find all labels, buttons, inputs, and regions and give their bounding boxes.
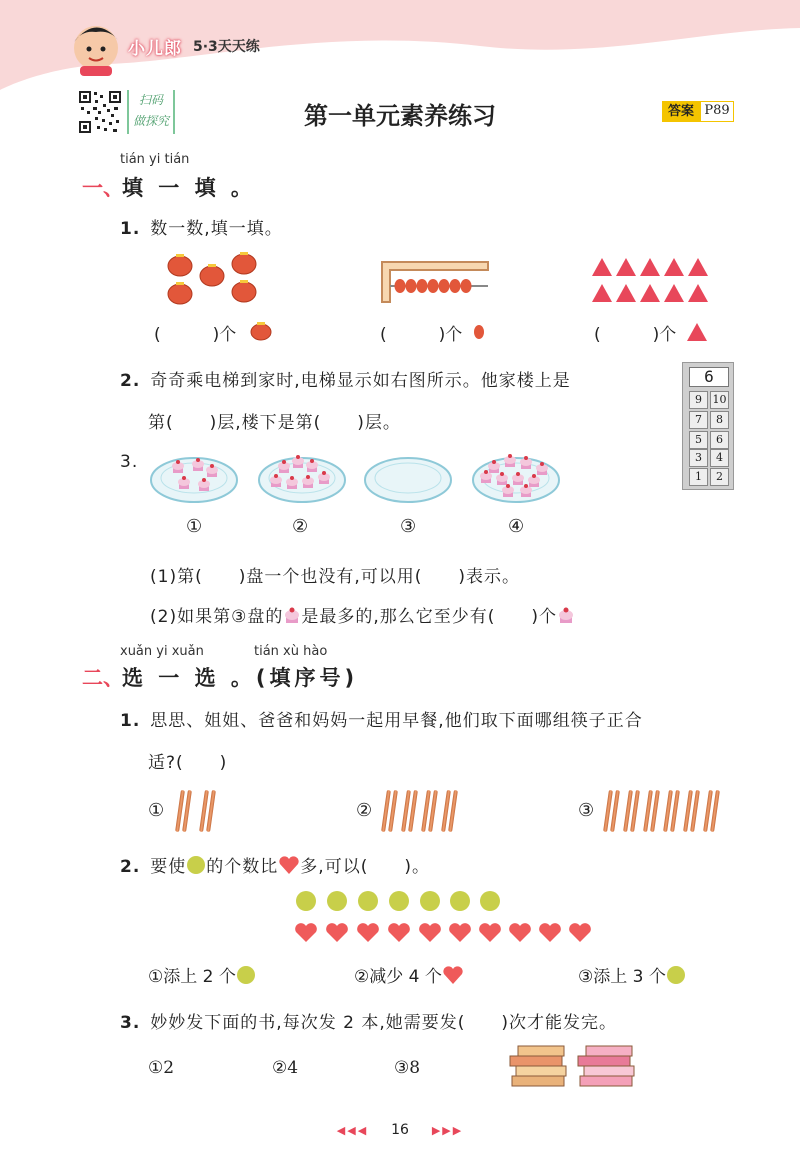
abacus — [378, 258, 492, 306]
s1-q1-number: 1. — [120, 219, 141, 239]
s1-q2-line2: 第( )层,楼下是第( )层。 — [148, 413, 401, 433]
s2-q3-option-1[interactable]: ①2 — [148, 1058, 175, 1078]
s2-q1-option-2-label[interactable]: ② — [356, 800, 373, 821]
elevator-button: 5 — [689, 431, 708, 449]
elevator-button: 4 — [710, 449, 729, 467]
s2-q2-option-3[interactable] — [578, 962, 686, 987]
s1-q3-sub2 — [150, 602, 575, 627]
s1-q1-text — [120, 214, 283, 239]
s2-q3-option-3[interactable]: ③8 — [394, 1058, 421, 1078]
s2-q2-option-3-label: ③添上 3 个 — [578, 967, 666, 987]
plate-label-4: ④ — [508, 516, 525, 537]
section1-pinyin: tián yi tián — [120, 152, 190, 167]
balls-hearts-illustration — [294, 888, 594, 948]
blank-open: ( — [594, 325, 601, 345]
plate-label-3: ③ — [400, 516, 417, 537]
s2-q2-option-2[interactable] — [354, 962, 464, 987]
plate-label-2: ② — [292, 516, 309, 537]
s1-q1-blank-beads[interactable] — [380, 320, 462, 345]
triangles-group — [590, 256, 710, 306]
page-title: 第一单元素养练习 — [304, 102, 496, 130]
section1-title: 填 一 填 。 — [122, 176, 256, 200]
answer-page[interactable]: P89 — [700, 101, 734, 122]
s2-q1-line2: 适?( ) — [148, 753, 228, 773]
blank-close: )个 — [652, 325, 677, 345]
s2-q1-prompt-line1: 思思、姐姐、爸爸和妈妈一起用早餐,他们取下面哪组筷子正合 — [150, 711, 643, 731]
elevator-button: 8 — [710, 411, 729, 429]
next-arrows-icon: ▶▶▶ — [431, 1124, 464, 1137]
prev-arrows-icon: ◀◀◀ — [336, 1124, 369, 1137]
elevator-button: 9 — [689, 391, 708, 409]
s2-q3-text — [120, 1008, 617, 1033]
lanterns-group — [160, 248, 270, 312]
heart-icon — [278, 855, 300, 875]
triangle-icon — [686, 322, 708, 342]
s2-q3-option-2[interactable]: ②4 — [272, 1058, 299, 1078]
chopsticks-4 — [384, 790, 458, 836]
ball-icon — [236, 965, 256, 985]
section2-title: 选 一 选 。(填序号) — [122, 666, 359, 690]
elevator-button: 2 — [710, 468, 729, 486]
s1-q3-sub1: (1)第( )盘一个也没有,可以用( )表示。 — [150, 567, 521, 587]
s2-q1-option-1-label[interactable]: ① — [148, 800, 165, 821]
scan-label-line2: 做探究 — [132, 114, 169, 128]
elevator-button: 3 — [689, 449, 708, 467]
elevator-panel — [682, 362, 734, 490]
blank-close: )个 — [212, 325, 237, 345]
cupcake-icon — [283, 605, 301, 625]
section2-number: 二、 — [82, 666, 124, 690]
elevator-button: 7 — [689, 411, 708, 429]
elevator-button: 1 — [689, 468, 708, 486]
s2-q2-text-c: 多,可以( )。 — [300, 857, 430, 877]
series-name: 5·3天天练 — [193, 39, 260, 55]
s2-q2-text — [120, 852, 430, 877]
s2-q2-number: 2. — [120, 857, 141, 877]
s2-q1-line1 — [120, 706, 643, 731]
s2-q2-option-2-label: ②减少 4 个 — [354, 967, 442, 987]
page-footer — [0, 1122, 800, 1138]
blank-open: ( — [380, 325, 387, 345]
s1-q3-sub2-part2: 是最多的,那么它至少有( )个 — [301, 607, 557, 627]
page-number: 16 — [391, 1122, 409, 1138]
bead-icon — [473, 323, 485, 341]
brand-logo: 小儿郎 — [128, 39, 182, 59]
s2-q3-prompt: 妙妙发下面的书,每次发 2 本,她需要发( )次才能发完。 — [150, 1013, 617, 1033]
elevator-button: 10 — [710, 391, 729, 409]
section2-pinyin1: xuǎn yi xuǎn — [120, 644, 204, 659]
cupcake-icon — [557, 605, 575, 625]
answer-label: 答案 — [662, 101, 700, 122]
s2-q2-option-1[interactable] — [148, 962, 256, 987]
s1-q1-prompt: 数一数,填一填。 — [150, 219, 283, 239]
ball-icon — [666, 965, 686, 985]
s1-q2-prompt-line1: 奇奇乘电梯到家时,电梯显示如右图所示。他家楼上是 — [150, 371, 571, 391]
s1-q1-blank-triangles[interactable] — [594, 320, 676, 345]
s1-q2-number: 2. — [120, 371, 141, 391]
chopsticks-2 — [178, 790, 216, 836]
ball-icon — [186, 855, 206, 875]
s1-q1-blank-lanterns[interactable] — [154, 320, 236, 345]
s1-q3-number: 3. — [120, 452, 139, 472]
s2-q2-text-a: 要使 — [150, 857, 187, 877]
elevator-display: 6 — [689, 367, 729, 387]
lantern-icon — [249, 320, 273, 342]
s2-q3-number: 3. — [120, 1013, 141, 1033]
heart-icon — [442, 965, 464, 985]
elevator-button: 6 — [710, 431, 729, 449]
blank-close: )个 — [438, 325, 463, 345]
s2-q2-text-b: 的个数比 — [206, 857, 279, 877]
s1-q2-line1 — [120, 366, 571, 391]
chopsticks-6 — [606, 790, 720, 836]
s2-q1-number: 1. — [120, 711, 141, 731]
s2-q2-option-1-label: ①添上 2 个 — [148, 967, 236, 987]
section2-pinyin2: tián xù hào — [254, 644, 328, 659]
plate-label-1: ① — [186, 516, 203, 537]
s2-q1-option-3-label[interactable]: ③ — [578, 800, 595, 821]
scan-label-line1: 扫码 — [138, 93, 163, 107]
section1-number: 一、 — [82, 176, 124, 200]
books-illustration — [508, 1042, 640, 1090]
header-banner — [0, 0, 800, 90]
s1-q3-sub2-part1: (2)如果第③盘的 — [150, 607, 284, 627]
blank-open: ( — [154, 325, 161, 345]
plates-illustration — [150, 448, 560, 508]
